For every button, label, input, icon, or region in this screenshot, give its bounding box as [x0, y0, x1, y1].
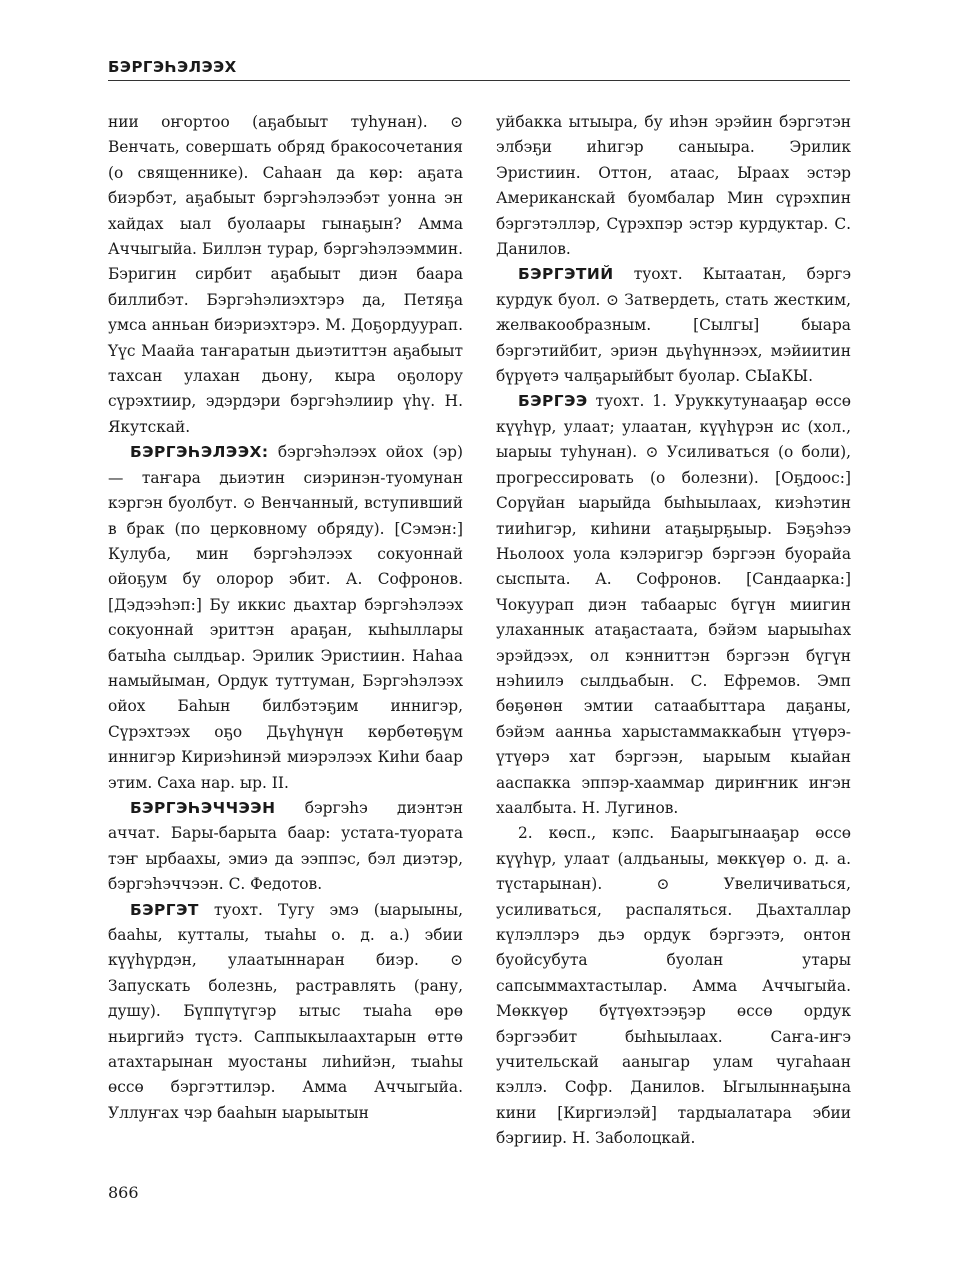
dictionary-entry — [108, 440, 463, 796]
entry-body: бэргэһэлээх ойох (эр) — таҥара дьиэтин сиэринэн-туомунан кэргэн буолбут. ⊙ Венчанный, вступивший в брак (по церковному обряду). [Сэмэн:] Кулуба, мин бэргэһэлээх сокуоннай ойоҕум бу олорор эбит. А. Софронов. [Дэдээһэп:] Бу иккис дьахтар бэргэһэлээх сокуоннай эриттэн араҕан, кыһыллары батыһа сылдьар. Эрилик Эристиин. Наһаа намыйыман, Ордук туттуман, Бэргэһэлээх ойох Баһын билбэтэҕим иннигэр, Сүрэхтээх оҕо Дьүһүнүн көрбөтөҕүм иннигэр Кириэһинэй миэрэлээх Киһи баар этим. Саха нар. ыр. II. — [108, 443, 463, 792]
entry-body: бэргэһэ диэнтэн аччат. Бары-барыта баар: устата-туората тэҥ ырбаахы, эмиэ да ээппэс, бэл диэтэр, бэргэһэччээн. С. Федотов. — [108, 798, 463, 894]
entry-body: туохт. Тугу эмэ (ыарыыны, бааһы, кутталы, тыаһы о. д. а.) эбии күүһүрдэн, улаатыннаран биэр. ⊙ Запускать болезнь, растравлять (рану, душу). Бүппүтүгэр ытыс тыаһа өрө ньиргийэ түстэ. Саппыкылаахтарын өттө атахтарынан муостаны лиһийэн, тыаһы өссө бэргэттилэр. Амма Аччыгыйа. Уллуҥах чэр бааһын ыарыытын — [108, 900, 463, 1122]
sense-paragraph: 2. көсп., кэпс. Баарыгынааҕар өссө күүһүр, улаат (алдьаныы, мөккүөр о. д. а. түстарынан). ⊙ Увеличиваться, усиливаться, распаляться. Дьахталлар күлэллэрэ дьэ ордук бэргээтэ, онтон буойсубута буолан утары сапсыммахтастылар. Амма Аччыгыйа. Мөккүөр бүтүөхтээҕэр өссө ордук бэргээбит быһыылаах. Саҥа-иҥэ учительскай ааныгар улам чугаһаан кэллэ. Софр. Данилов. Ыгылыннаҕына кини [Киргиэлэй] тардыалатара эбии бэргиир. Н. Заболоцкай. — [496, 824, 851, 1148]
right-column — [496, 110, 851, 1152]
dictionary-entry — [496, 262, 851, 389]
left-column — [108, 110, 463, 1126]
header-rule — [108, 80, 850, 81]
entry-paragraph: нии оҥортоо (аҕабыыт туһунан). ⊙ Венчать, совершать обряд бракосочетания (о священнике). Саһаан да көр: аҕата биэрбэт, аҕабыыт бэргэһэлээбэт уонна эн хайдах ыал буолаары гынаҕын? Амма Аччыгыйа. Биллэн турар, бэргэһэлээммин. Бэригин сирбит аҕабыыт диэн баара биллибэт. Бэргэһэлиэхтэрэ да, Петяҕа умса анньан биэриэхтэрэ. М. Доҕордуурап. Үүс Маайа таҥаратын дьиэтиттэн аҕабыыт тахсан улахан дьону, кыра оҕолору сүрэхтиир, эдэрдэри бэргэһэлиир үһү. Н. Якутскай. — [108, 113, 463, 436]
entry-headword: БЭРГЭҺЭЧЧЭЭН — [130, 798, 276, 817]
entry-headword: БЭРГЭҺЭЛЭЭХ: — [130, 443, 269, 462]
entry-headword: БЭРГЭТ — [130, 900, 199, 919]
entry-body: туохт. 1. Уруккутунааҕар өссө күүһүр, улаат; улаатан, күүһүрэн ис (хол., ыарыы туһунан). ⊙ Усиливаться (о боли), прогрессировать (о болезни). [Оҕдоос:] Сорүйан ыарыйда быһыылаах, киэһэтин тииһигэр, киһини атаҕырҕыыр. Бэҕэһээ Ньолоох уола кэлэригэр бэргээн буорайа сыспыта. А. Софронов. [Сандаарка:] Чокуурап диэн табаарыс бүгүн миигин улаханнык атаҕастаата, бэйэм ыарыыһах эрэйдээх, ол кэнниттэн бэргээн бүгүн нэһиилэ сылдьабын. С. Ефремов. Эмп бөҕөнөн эмтии сатаабыттара даҕаны, бэйэм аанньа харыстаммаккабын үтүөрэ-үтүөрэ хат бэргээн, ыарыым кыайан ааспакка эппэр-хааммар дириҥник иҥэн хаалбыта. Н. Лугинов. — [496, 392, 851, 817]
running-head: БЭРГЭҺЭЛЭЭХ — [108, 58, 237, 76]
dictionary-entry — [108, 898, 463, 1127]
dictionary-entry — [108, 796, 463, 898]
dictionary-entry — [496, 389, 851, 821]
page-number: 866 — [108, 1183, 139, 1202]
entry-headword: БЭРГЭЭ — [518, 392, 588, 411]
entry-headword: БЭРГЭТИЙ — [518, 265, 614, 284]
entry-body: туохт. Кытаатан, бэргэ курдук буол. ⊙ Затвердеть, стать жестким, желвакообразным. [Сылгы] быара бэргэтийбит, эриэн дьүһүннээх, мэйиитин бүрүөтэ чалҕарыйбыт буолар. СЫаКЫ. — [496, 265, 851, 386]
entry-paragraph: уйбакка ытыыра, бу иһэн эрэйин бэргэтэн элбэҕи иһигэр саныыра. Эрилик Эристиин. Оттон, атаас, Ыраах эстэр Американскай буомбалар Мин сүрэхпин бэргэтэллэр, Сүрэхпэр эстэр курдуктар. С. Данилов. — [496, 113, 851, 259]
